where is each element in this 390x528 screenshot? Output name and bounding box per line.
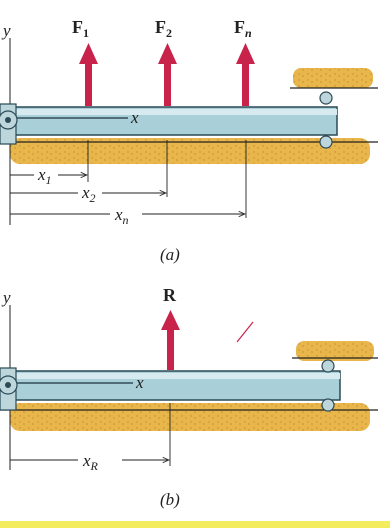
bottom-highlight <box>0 521 390 528</box>
dist-label-xn: $x_n$ <box>115 205 129 227</box>
force-label-fn: $F_n$ <box>234 17 252 40</box>
pin-support <box>0 104 17 144</box>
y-axis-label: y <box>3 288 11 307</box>
resultant-label: R <box>163 285 176 305</box>
caption-b: (b) <box>160 490 180 509</box>
panel-b <box>0 285 378 509</box>
caption-a: (a) <box>160 245 180 264</box>
stray-mark <box>237 322 253 342</box>
panel-a <box>0 17 378 264</box>
pin-support <box>0 368 17 410</box>
beam-axis-label: x <box>131 108 139 127</box>
force-arrow-fn <box>236 43 255 106</box>
resultant-arrow <box>161 310 180 370</box>
force-arrow-f1 <box>79 43 98 106</box>
beam-axis-label: x <box>136 373 144 392</box>
force-label-f2: $F_2$ <box>155 17 172 40</box>
y-axis-label: y <box>3 21 11 40</box>
dist-label-x2: $x_2$ <box>82 183 96 205</box>
force-label-f1: $F_1$ <box>72 17 89 40</box>
dist-label-x1: $x_1$ <box>38 165 52 187</box>
dist-label-xr: $x_R$ <box>83 451 98 473</box>
force-arrow-f2 <box>158 43 177 106</box>
